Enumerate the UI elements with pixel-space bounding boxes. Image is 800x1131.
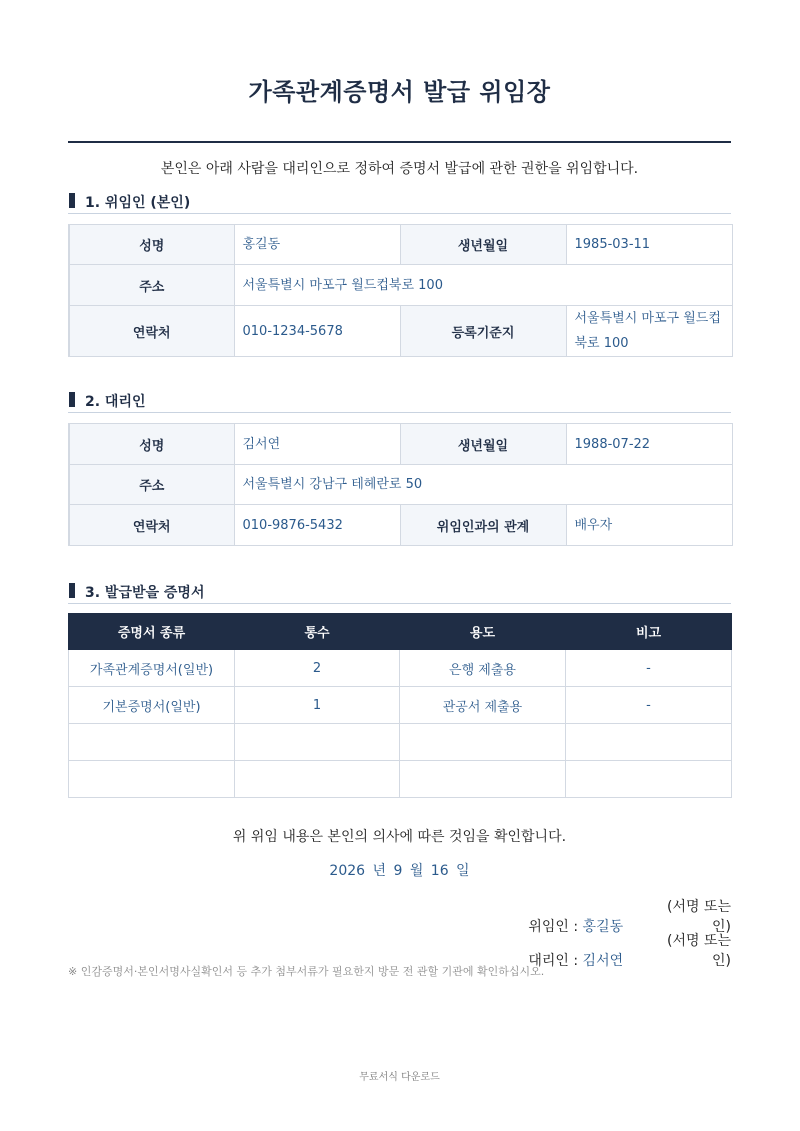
agent-table [68,423,733,546]
document-title: 가족관계증명서 발급 위임장 [248,78,551,106]
section-heading-delegator: 1. 위임인 (본인) [68,192,731,214]
signature-mark: (서명 또는 인) [666,933,731,969]
birth-label: 생년월일 [400,424,566,465]
agent-phone: 010-9876-5432 [234,505,400,546]
table-cell [69,724,235,761]
delegator-name: 홍길동 [234,225,400,265]
agent-birth: 1988-07-22 [566,424,732,465]
table-row [69,687,732,724]
signature-mark: (서명 또는 인) [666,899,731,935]
footnote: ※ 인감증명서·본인서명사실확인서 등 추가 첨부서류가 필요한지 방문 전 관할 기관에 확인하십시오. [68,965,545,978]
table-cell [566,761,732,798]
agent-name: 김서연 [234,424,400,465]
table-cell: - [566,650,732,687]
table-row [69,424,732,465]
section-heading-certificates: 3. 발급받을 증명서 [68,582,731,604]
intro-text: 본인은 아래 사람을 대리인으로 정하여 증명서 발급에 관한 권한을 위임합니다. [160,161,639,177]
section-marker [69,193,75,208]
agent-signature-name: 김서연 [582,953,624,969]
table-cell: - [566,687,732,724]
table-header-row [69,614,732,650]
birth-label: 생년월일 [400,225,566,265]
title-divider [68,141,731,143]
agent-relation: 배우자 [566,505,732,546]
footer-text: 무료서식 다운로드 [359,1072,440,1083]
address-label: 주소 [69,465,234,505]
column-header: 통수 [235,614,400,650]
table-row [69,465,732,505]
phone-label: 연락처 [69,306,234,357]
table-row [69,650,732,687]
name-label: 성명 [69,424,234,465]
column-header: 용도 [400,614,566,650]
table-cell: 2 [235,650,400,687]
phone-label: 연락처 [69,505,234,546]
table-cell: 관공서 제출용 [400,687,566,724]
delegator-table [68,224,733,357]
column-header: 증명서 종류 [69,614,235,650]
table-cell: 가족관계증명서(일반) [69,650,235,687]
delegator-phone: 010-1234-5678 [234,306,400,357]
agent-address: 서울특별시 강남구 테헤란로 50 [234,465,732,505]
table-row [69,761,732,798]
table-row [69,724,732,761]
domicile-label: 등록기준지 [400,306,566,357]
table-cell [400,761,566,798]
table-cell: 기본증명서(일반) [69,687,235,724]
section-marker [69,583,75,598]
table-row [69,306,732,357]
section-marker [69,392,75,407]
column-header: 비고 [566,614,732,650]
table-row [69,505,732,546]
table-cell [69,761,235,798]
relation-label: 위임인과의 관계 [400,505,566,546]
table-cell [235,761,400,798]
delegator-signature-name: 홍길동 [582,919,624,935]
delegator-address: 서울특별시 마포구 월드컵북로 100 [234,265,732,306]
delegator-signature-label: 위임인 : [528,919,579,935]
delegator-domicile: 서울특별시 마포구 월드컵북로 100 [566,306,732,357]
confirmation-text: 위 위임 내용은 본인의 의사에 따른 것임을 확인합니다. [232,829,567,845]
name-label: 성명 [69,225,234,265]
table-row [69,265,732,306]
table-cell: 은행 제출용 [400,650,566,687]
section-heading-agent: 2. 대리인 [68,391,731,413]
certificates-table [68,613,732,798]
agent-signature-label: 대리인 : [528,953,579,969]
delegator-birth: 1985-03-11 [566,225,732,265]
table-cell: 1 [235,687,400,724]
address-label: 주소 [69,265,234,306]
table-cell [235,724,400,761]
signing-date: 2026 년 9 월 16 일 [329,863,470,879]
table-cell [400,724,566,761]
table-cell [566,724,732,761]
table-row [69,225,732,265]
